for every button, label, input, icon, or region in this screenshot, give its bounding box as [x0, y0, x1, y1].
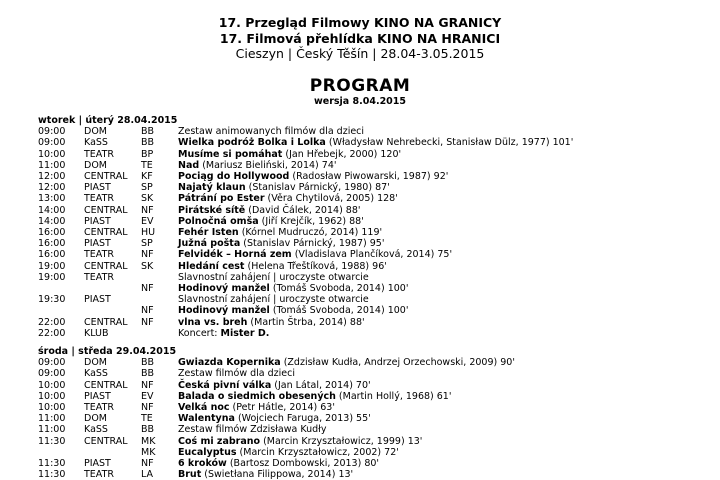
film-info: (Marcin Krzyształowicz, 1999) 13' [260, 435, 423, 447]
film-info: (Jiří Krejčík, 1962) 88' [258, 215, 364, 227]
row-code: BB [141, 126, 155, 138]
row-code: KF [141, 171, 153, 183]
row-film-entry [178, 249, 720, 260]
film-title: Pirátské sítě [178, 204, 246, 216]
row-film-entry [178, 402, 720, 413]
program-title: PROGRAM [309, 76, 411, 96]
film-info: (Vladislava Plančíková, 2014) 75' [291, 249, 453, 261]
row-film-entry [178, 227, 720, 238]
row-time [38, 447, 84, 458]
schedule-row [38, 458, 720, 469]
film-info: (Kórnel Mudruczó, 2014) 119' [238, 227, 383, 239]
row-code: SK [141, 260, 154, 272]
row-venue: PIAST [84, 294, 111, 306]
festival-title-cz: 17. Filmová přehlídka KINO NA HRANICI [219, 30, 501, 46]
row-code: NF [141, 249, 154, 261]
row-code: LA [141, 469, 154, 480]
film-info: (Tomáš Svoboda, 2014) 100' [269, 305, 409, 317]
row-code: NF [141, 204, 154, 216]
film-title: Brut [178, 469, 202, 480]
row-film-entry [178, 193, 720, 204]
film-title: Pátrání po Ester [178, 193, 265, 205]
day-section-wednesday [38, 346, 720, 480]
row-venue: PIAST [84, 390, 111, 402]
row-time: 16:00 [38, 249, 66, 261]
schedule-row [38, 402, 720, 413]
row-time: 10:00 [38, 379, 66, 391]
day-heading: wtorek | úterý 28.04.2015 [38, 115, 178, 126]
film-title: Hodinový manžel [178, 305, 270, 317]
film-info: (Marcin Krzyształowicz, 2002) 72' [236, 446, 399, 458]
row-code: NF [141, 458, 154, 470]
row-film-entry [178, 160, 720, 171]
schedule-row [38, 436, 720, 447]
row-film-entry [178, 368, 720, 379]
row-film-entry [178, 328, 720, 339]
row-time: 11:30 [38, 469, 66, 480]
row-code: BB [141, 368, 155, 380]
row-time: 22:00 [38, 327, 66, 339]
schedule-row [38, 305, 720, 316]
row-code: BB [141, 424, 155, 436]
row-code: MK [141, 446, 156, 458]
schedule-row [38, 294, 720, 305]
row-film-entry [178, 126, 720, 137]
row-venue: DOM [84, 159, 107, 171]
film-title: Balada o siedmich obesených [178, 390, 336, 402]
row-venue: CENTRAL [84, 379, 128, 391]
row-venue: PIAST [84, 238, 111, 250]
film-title: 6 kroków [178, 458, 227, 470]
row-film-entry [178, 458, 720, 469]
film-info: (Władysław Nehrebecki, Stanisław Dülz, 1977) 101' [325, 137, 574, 149]
row-film-entry [178, 380, 720, 391]
film-info: (Stanislav Párnický, 1987) 95' [240, 238, 385, 250]
row-code: SK [141, 193, 154, 205]
row-venue: KaSS [84, 368, 108, 380]
film-title: Hodinový manžel [178, 283, 270, 295]
schedule-row [38, 126, 720, 137]
film-info: (Petr Hátle, 2014) 63' [229, 402, 335, 414]
day-rows [38, 126, 720, 339]
film-title: Eucalyptus [178, 446, 237, 458]
row-code: NF [141, 402, 154, 414]
row-code [141, 294, 178, 305]
film-title: Pociąg do Hollywood [178, 171, 290, 183]
day-heading: środa | středa 29.04.2015 [38, 346, 177, 358]
row-code: NF [141, 379, 154, 391]
film-title: Najatý klaun [178, 182, 246, 194]
row-venue: CENTRAL [84, 260, 128, 272]
row-venue: TEATR [84, 402, 114, 414]
row-time: 11:00 [38, 424, 66, 436]
row-time: 19:30 [38, 294, 66, 306]
film-info: (David Čálek, 2014) 88' [245, 204, 361, 216]
row-venue: TEATR [84, 148, 114, 160]
film-info: (Martin Štrba, 2014) 88' [247, 316, 365, 328]
row-venue: CENTRAL [84, 316, 128, 328]
day-rows [38, 357, 720, 480]
schedule-row [38, 216, 720, 227]
row-time: 16:00 [38, 238, 66, 250]
schedule-row [38, 193, 720, 204]
row-film-entry [178, 469, 720, 480]
day-section-tuesday [38, 115, 720, 339]
schedule-row [38, 368, 720, 379]
row-film-entry [178, 317, 720, 328]
row-time: 12:00 [38, 182, 66, 194]
row-code: TE [141, 413, 153, 425]
schedule-row [38, 249, 720, 260]
film-info: (Bartosz Dombowski, 2013) 80' [226, 458, 380, 470]
row-time: 09:00 [38, 357, 66, 369]
row-code: NF [141, 283, 154, 295]
film-info: (Martin Hollý, 1968) 61' [335, 390, 452, 402]
film-info: Slavnostní zahájení | uroczyste otwarcie [178, 294, 369, 306]
row-venue [84, 283, 141, 294]
row-time: 10:00 [38, 402, 66, 414]
film-title: Polnočná omša [178, 215, 259, 227]
row-time: 14:00 [38, 215, 66, 227]
row-venue: KaSS [84, 137, 108, 149]
film-title: Wielka podróż Bolka i Lolka [178, 137, 326, 149]
row-time [38, 283, 84, 294]
row-film-entry [178, 238, 720, 249]
schedule-row [38, 424, 720, 435]
row-time: 16:00 [38, 227, 66, 239]
row-venue: DOM [84, 126, 107, 138]
row-venue: TEATR [84, 271, 114, 283]
row-venue [84, 447, 141, 458]
row-venue: CENTRAL [84, 204, 128, 216]
film-title: Česká pivní válka [178, 379, 272, 391]
row-time: 09:00 [38, 126, 66, 138]
schedule-row [38, 317, 720, 328]
schedule-row [38, 447, 720, 458]
festival-title-pl: 17. Przegląd Filmowy KINO NA GRANICY [218, 15, 502, 30]
film-info: (Helena Třeštíková, 1988) 96' [244, 260, 387, 272]
row-code: NF [141, 305, 154, 317]
row-time: 19:00 [38, 271, 66, 283]
schedule-row [38, 469, 720, 480]
schedule-row [38, 227, 720, 238]
row-time: 13:00 [38, 193, 66, 205]
row-venue: TEATR [84, 469, 114, 480]
film-title: Coś mi zabrano [178, 435, 261, 447]
film-info: (Věra Chytilová, 2005) 128' [264, 193, 398, 205]
schedule-row [38, 137, 720, 148]
film-title: Felvidék – Horná zem [178, 249, 292, 261]
schedule-row [38, 160, 720, 171]
row-film-entry [178, 436, 720, 447]
film-title: Musíme si pomáhat [178, 148, 283, 160]
row-code: EV [141, 215, 154, 227]
row-time: 10:00 [38, 148, 66, 160]
row-film-entry [178, 294, 720, 305]
row-film-entry [178, 413, 720, 424]
row-time: 11:30 [38, 435, 66, 447]
row-time: 09:00 [38, 368, 66, 380]
film-info: (Radosław Piwowarski, 1987) 92' [289, 171, 449, 183]
row-film-entry [178, 261, 720, 272]
row-time: 19:00 [38, 260, 66, 272]
program-schedule [38, 115, 720, 480]
row-code: SP [141, 238, 153, 250]
row-code: BB [141, 137, 155, 149]
film-title: Nad [178, 159, 200, 171]
row-time: 09:00 [38, 137, 66, 149]
film-title: Mister D. [220, 327, 270, 339]
film-plain-prefix: Koncert: [178, 327, 221, 339]
film-info: (Stanislav Párnický, 1980) 87' [245, 182, 390, 194]
row-time: 22:00 [38, 316, 66, 328]
row-film-entry [178, 149, 720, 160]
row-time: 11:00 [38, 413, 66, 425]
row-venue: TEATR [84, 193, 114, 205]
row-time: 12:00 [38, 171, 66, 183]
row-time: 11:00 [38, 159, 66, 171]
document-header [0, 0, 720, 108]
row-code: HU [141, 227, 156, 239]
film-info: Zestaw filmów dla dzieci [178, 368, 295, 380]
schedule-row [38, 149, 720, 160]
row-film-entry [178, 272, 720, 283]
schedule-row [38, 380, 720, 391]
row-code: MK [141, 435, 156, 447]
film-info: Zestaw filmów Zdzisława Kudły [178, 424, 327, 436]
row-film-entry [178, 205, 720, 216]
film-title: Fehér Isten [178, 227, 239, 239]
film-title: Velká noc [178, 402, 230, 414]
row-film-entry [178, 447, 720, 458]
schedule-row [38, 283, 720, 294]
row-venue: CENTRAL [84, 171, 128, 183]
location-dates: Cieszyn | Český Těšín | 28.04-3.05.2015 [235, 46, 485, 61]
row-code: SP [141, 182, 153, 194]
schedule-row [38, 182, 720, 193]
row-venue: CENTRAL [84, 227, 128, 239]
film-info: (Zdzisław Kudła, Andrzej Orzechowski, 2009) 90' [280, 357, 515, 369]
row-film-entry [178, 357, 720, 368]
film-info: (Mariusz Bieliński, 2014) 74' [199, 159, 337, 171]
row-venue: PIAST [84, 458, 111, 470]
schedule-row [38, 413, 720, 424]
row-venue: PIAST [84, 182, 111, 194]
program-version: wersja 8.04.2015 [313, 96, 407, 107]
film-title: Walentyna [178, 413, 235, 425]
row-code: NF [141, 316, 154, 328]
film-title: Hledání cest [178, 260, 245, 272]
film-info: (Wojciech Faruga, 2013) 55' [234, 413, 371, 425]
schedule-row [38, 357, 720, 368]
schedule-row [38, 391, 720, 402]
film-info: (Jan Látal, 2014) 70' [271, 379, 371, 391]
film-info: Zestaw animowanych filmów dla dzieci [178, 126, 365, 138]
row-code: EV [141, 390, 154, 402]
film-info: (Swietłana Filippowa, 2014) 13' [201, 469, 354, 480]
row-venue: CENTRAL [84, 435, 128, 447]
film-info: (Jan Hřebejk, 2000) 120' [282, 148, 402, 160]
row-code: BP [141, 148, 154, 160]
row-code [141, 328, 178, 339]
film-info: (Tomáš Svoboda, 2014) 100' [269, 283, 409, 295]
row-venue: TEATR [84, 249, 114, 261]
row-venue: KaSS [84, 424, 108, 436]
row-venue: DOM [84, 413, 107, 425]
row-film-entry [178, 391, 720, 402]
schedule-row [38, 272, 720, 283]
row-venue: KLUB [84, 327, 109, 339]
row-film-entry [178, 182, 720, 193]
row-film-entry [178, 305, 720, 316]
film-info: Slavnostní zahájení | uroczyste otwarcie [178, 271, 369, 283]
schedule-row [38, 171, 720, 182]
row-time: 10:00 [38, 390, 66, 402]
row-venue [84, 305, 141, 316]
row-code [141, 272, 178, 283]
row-code: BB [141, 357, 155, 369]
film-title: Južná pošta [178, 238, 241, 250]
row-time [38, 305, 84, 316]
film-title: vlna vs. breh [178, 316, 248, 328]
film-title: Gwiazda Kopernika [178, 357, 281, 369]
row-venue: PIAST [84, 215, 111, 227]
row-film-entry [178, 171, 720, 182]
row-film-entry [178, 137, 720, 148]
row-film-entry [178, 424, 720, 435]
row-time: 11:30 [38, 458, 66, 470]
schedule-row [38, 238, 720, 249]
row-code: TE [141, 159, 153, 171]
schedule-row [38, 205, 720, 216]
row-film-entry [178, 283, 720, 294]
schedule-row [38, 328, 720, 339]
row-film-entry [178, 216, 720, 227]
row-venue: DOM [84, 357, 107, 369]
schedule-row [38, 261, 720, 272]
row-time: 14:00 [38, 204, 66, 216]
